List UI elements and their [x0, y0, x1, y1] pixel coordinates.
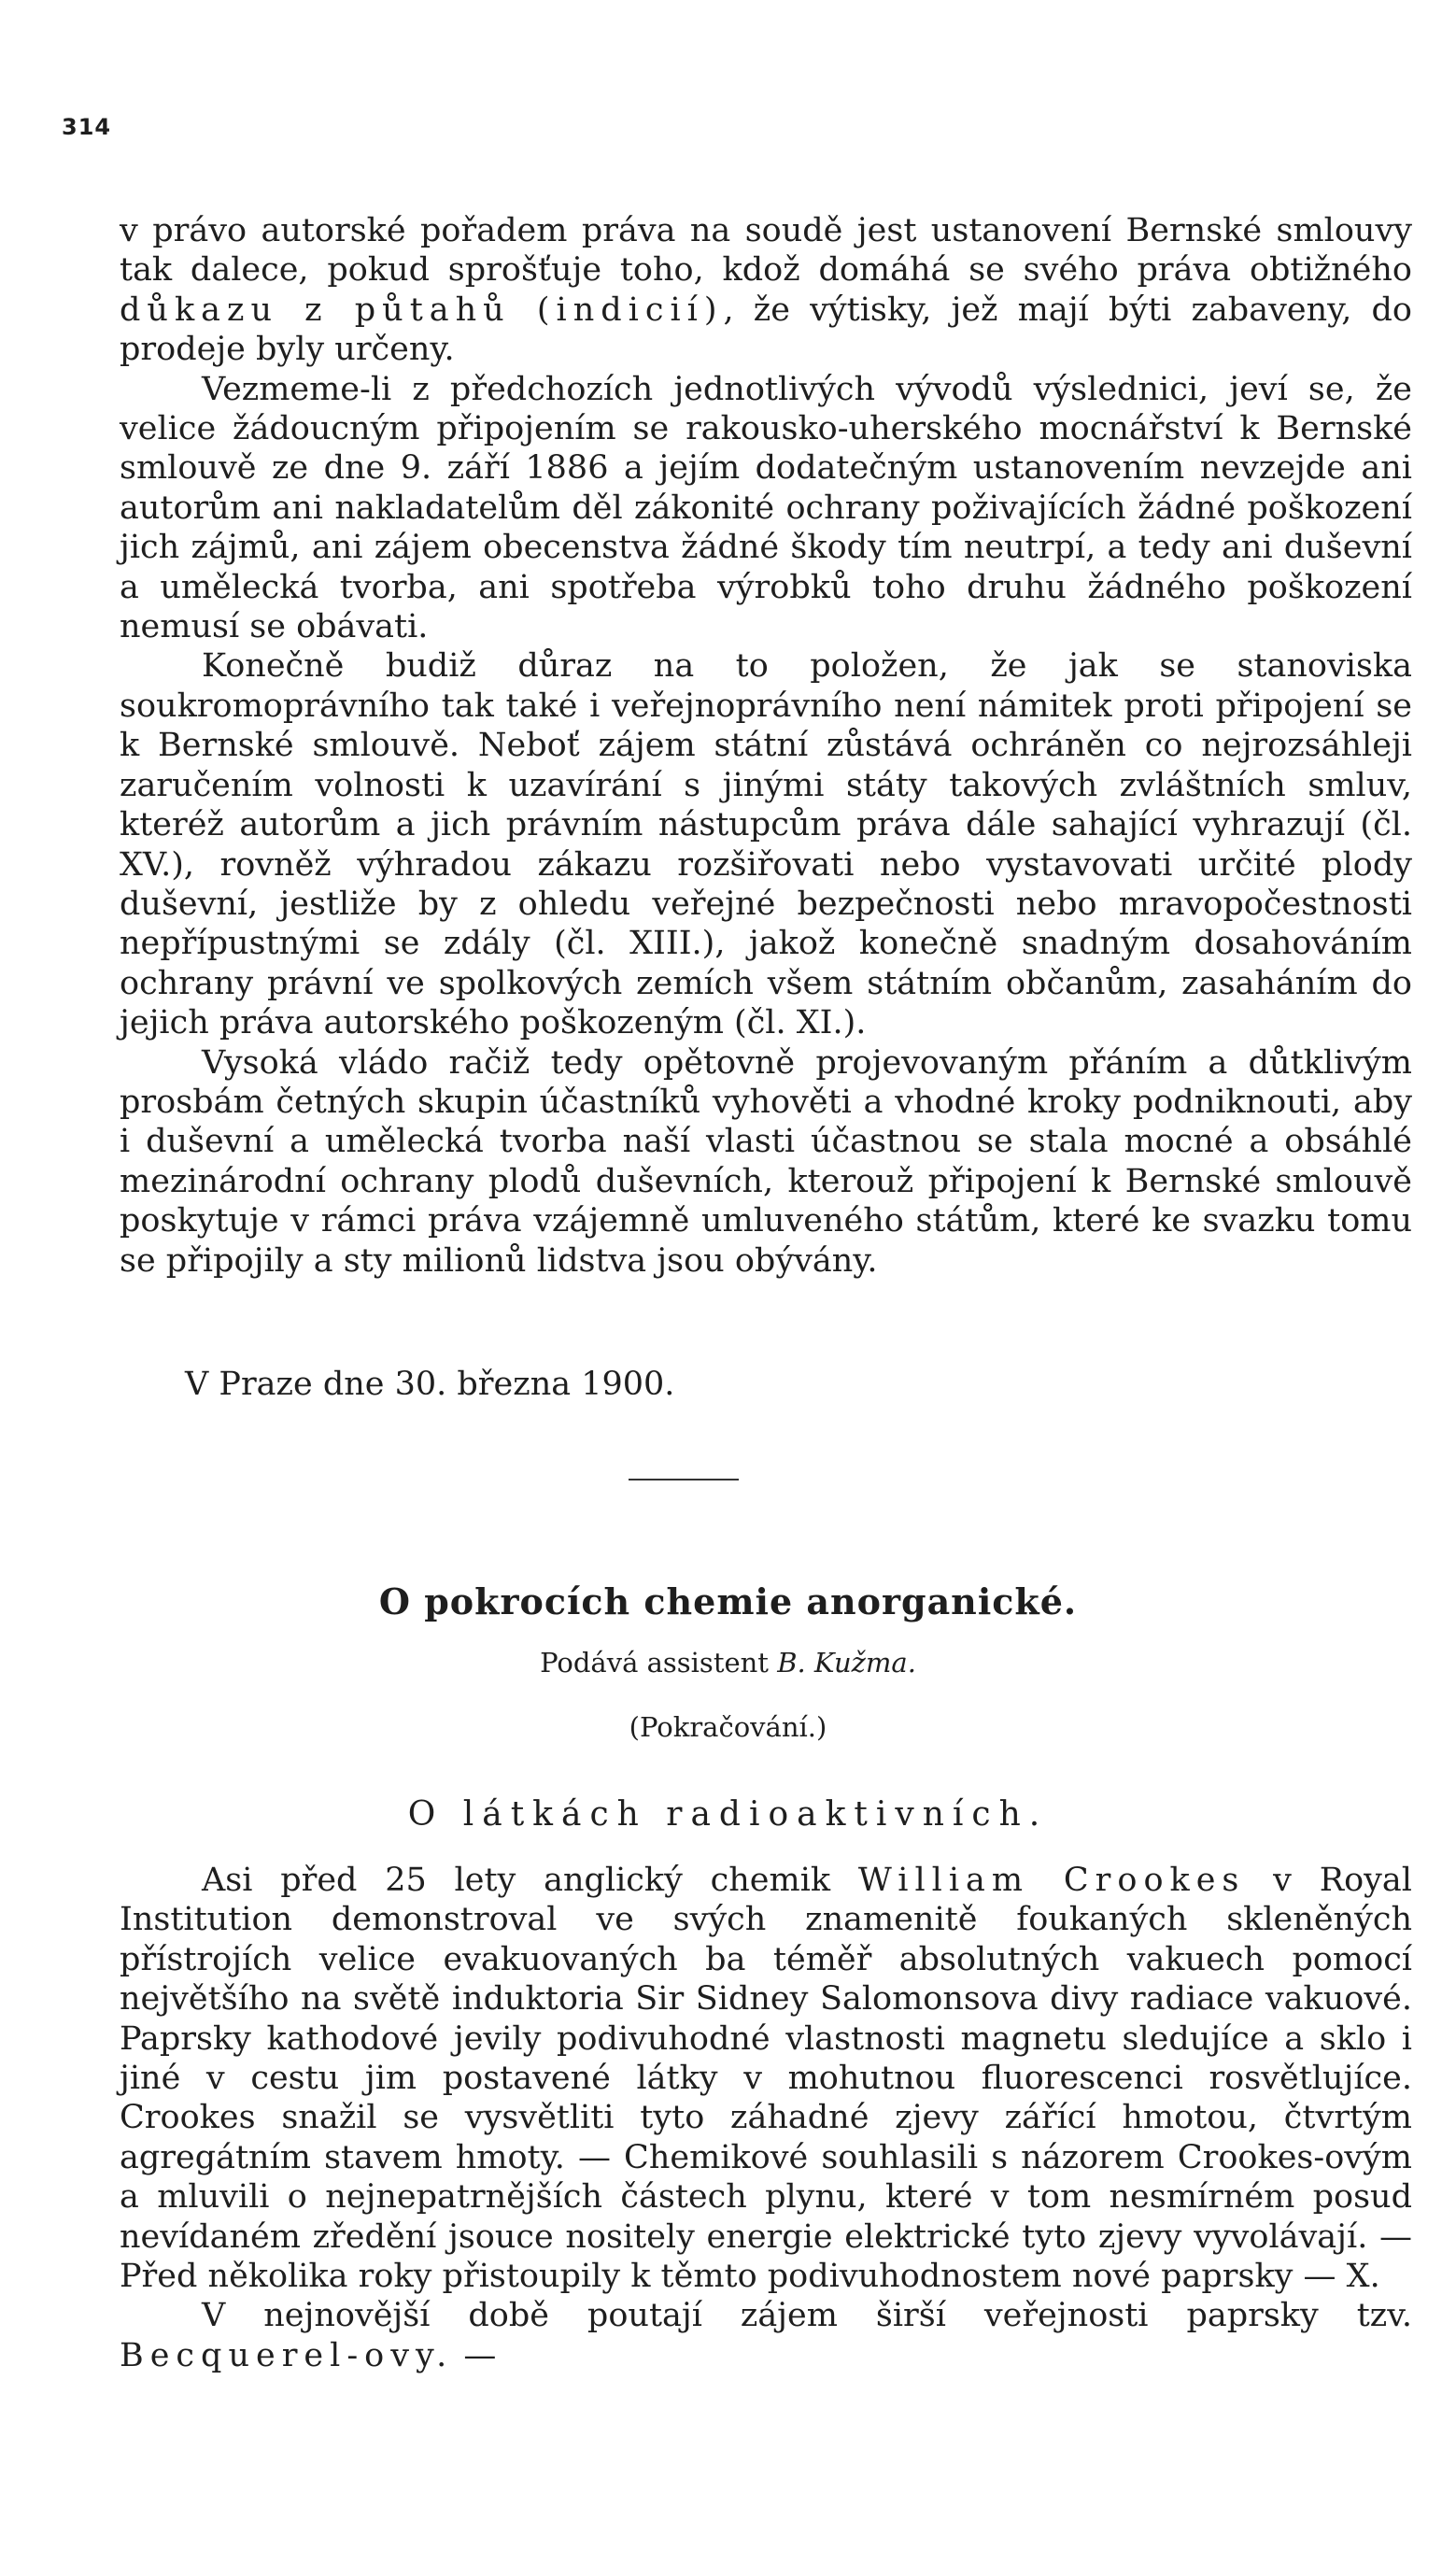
paragraph-text: v Royal Institution demonstroval ve svých znamenitě foukaných skleněných přístrojích velice evakuovaných ba téměř absolutných vakuech pomocí největšího na světě induktoria Sir Sidney Salomonsova divy radiace vakuové. Paprsky kathodové jevily podivuhodné vlastnosti magnetu sledujíce a sklo i jiné v cestu jim postavené látky v mohutnou fluorescenci rosvětlujíce. Crookes snažil se vysvětliti tyto záhadné zjevy zářící hmotou, čtvrtým agregátním stavem hmoty. — Chemikové souhlasili s názorem Crookes-ovým a mluvili o nejnepatrnějších částech plynu, které v tom nesmírném posud nevídaném zředění jsouce nositely energie elektrické tyto zjevy vyvolávají. — Před několika roky přistoupily k těmto podivuhodnostem nové paprsky — X. — [120, 1862, 1412, 2296]
paragraph: Vysoká vládo račiž tedy opětovně projevovaným přáním a důtklivým prosbám četných skupin účastníků vyhověti a vhodné kroky podniknouti, aby i duševní a umělecká tvorba naší vlasti účastnou se stala mocné a obsáhlé mezinárodní ochrany plodů duševních, kterouž připojení k Bernské smlouvě poskytuje v rámci práva vzájemně umluveného státům, které ke svazku tomu se připojily a sty milionů lidstva jsou obývány. — [120, 1043, 1412, 1280]
dateline: V Praze dne 30. března 1900. — [185, 1366, 675, 1403]
emphasized-text: důkazu z půtahů (indicií) — [120, 290, 724, 329]
paragraph-text: V nejnovější době poutají zájem širší veřejnosti paprsky tzv. — [202, 2297, 1412, 2335]
byline-prefix: Podává assistent — [540, 1647, 769, 1679]
page-number: 314 — [62, 114, 112, 140]
paragraph-text: Asi před 25 lety anglický chemik — [202, 1862, 858, 1899]
paragraph — [120, 2296, 1412, 2375]
section-b-text — [120, 1861, 1412, 2375]
paragraph-text: v právo autorské pořadem práva na soudě jest ustanovení Bernské smlouvy tak dalece, pokud sprošťuje toho, kdož domáhá se svého práva obtižného — [120, 212, 1412, 290]
section-divider — [629, 1479, 739, 1480]
article-title: O pokrocích chemie anorganické. — [378, 1580, 1078, 1622]
section-a-text — [120, 211, 1412, 1281]
section-subheading: O látkách radioaktivních. — [407, 1795, 1049, 1834]
paragraph-text: — — [453, 2336, 497, 2374]
paragraph — [120, 211, 1412, 370]
paragraph: Konečně budiž důraz na to položen, že jak se stanoviska soukromoprávního tak také i veřejnoprávního není námitek proti připojení se k Bernské smlouvě. Neboť zájem státní zůstává ochráněn co nejrozsáhleji zaručením volnosti k uzavírání s jinými státy takových zvláštních smluv, kteréž autorům a jich právním nástupcům práva dále sahající vyhrazují (čl. XV.), rovněž výhradou zákazu rozšiřovati nebo vystavovati určité plody duševní, jestliže by z ohledu veřejné bezpečnosti nebo mravopočestnosti nepřípustnými se zdály (čl. XIII.), jakož konečně snadným dosahováním ochrany právní ve spolkových zemích všem státním občanům, zasaháním do jejich práva autorského poškozeným (čl. XI.). — [120, 647, 1412, 1042]
emphasized-text: William Crookes — [857, 1862, 1246, 1899]
paragraph: Vezmeme-li z předchozích jednotlivých vývodů výslednici, jeví se, že velice žádoucným připojením se rakousko-uherského mocnářství k Bernské smlouvě ze dne 9. září 1886 a jejím dodatečným ustanovením nevzejde ani autorům ani nakladatelům děl zákonité ochrany poživajících žádné poškození jich zájmů, ani zájem obecenstva žádné škody tím neutrpí, a tedy ani duševní a umělecká tvorba, ani spotřeba výrobků toho druhu žádného poškození nemusí se obávati. — [120, 370, 1412, 646]
paragraph — [120, 1861, 1412, 2296]
emphasized-text: Becquerel-ovy. — [120, 2336, 454, 2374]
paragraph-text: , že výtisky, jež mají býti zabaveny, do prodeje byly určeny. — [120, 290, 1412, 369]
author-name: B. Kužma. — [777, 1647, 916, 1679]
continuation-note: (Pokračování.) — [629, 1711, 827, 1743]
byline — [0, 1647, 1456, 1679]
